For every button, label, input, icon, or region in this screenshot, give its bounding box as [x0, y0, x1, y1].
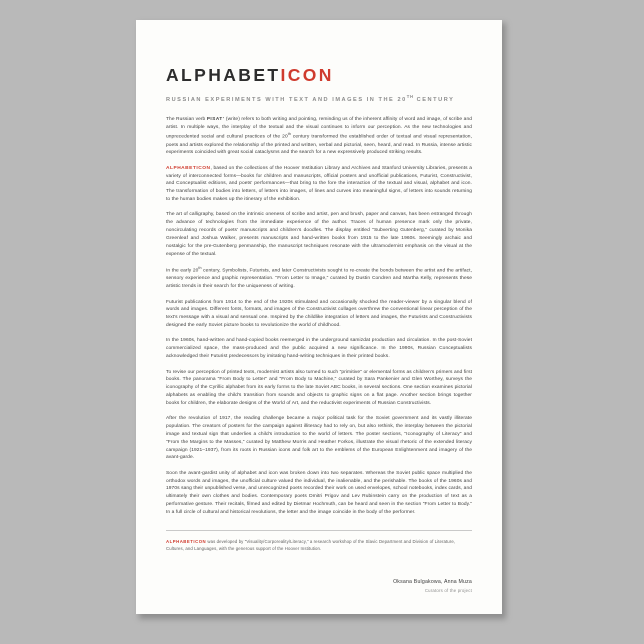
body-paragraph: In the early 20th century, Symbolists, Futurists, and later Constructivists sought to re-create the bonds between the artist and the artifact, sensory experience and graphic representation. "From Letter to Image," curated by Dustin Condren and Martha Kelly, represents these artistic trends in their search for the uniqueness of writing. — [166, 265, 472, 290]
footer-project-name: ALPHABETICON — [166, 538, 207, 544]
credits-names: Oksana Bulgakowa, Anna Muza — [393, 578, 472, 585]
subtitle-ordinal: TH — [406, 93, 414, 99]
poster — [136, 20, 502, 614]
body-text — [166, 115, 472, 517]
page-title — [166, 67, 472, 85]
subtitle-pre: RUSSIAN EXPERIMENTS WITH TEXT AND IMAGES IN THE 20 — [166, 96, 407, 103]
body-paragraph: ALPHABETICON, based on the collections of the Hoover Institution Library and Archives and Stanford University Libraries, presents a variety of interconnected forms—books for children and manuscripts, official posters and unofficial publications, Futurist, Constructivist, and Conceptualist editions, and poets' performances—that bring to the fore the interaction of the textual and visual, alphabet and icon. The transformation of bodies into letters, of letters into images, of lines and curves into meaningful signs, of letters into sounds returning to the human bodies makes up the itinerary of the exhibition. — [166, 165, 472, 203]
body-paragraph: The Russian verb PISAT' (write) refers to both writing and pointing, reminding us of the inherent affinity of word and image, of scribe and artist. In multiple ways, the interplay of the textual and the visual continues to inform our perception. As the new technologies and unprecedented social and cultural practices of the 20th century transformed the established order of textual and visual representation, poets and artists explored the relationship of the printed and written, verbal and pictorial, seen, heard, and read. In Russia, intense artistic experiments coincided with great social cataclysms and the search for a new expressively produced striking results. — [166, 116, 473, 156]
body-paragraph: Soon the avant-gardist unity of alphabet and icon was broken down into two separates. Whereas the Soviet public space multiplied the orthodox words and images, the unofficial culture valued the individual, the inalienable, and the perishable. The books of the 1960s and 1970s sang their unpublished verse, and unrecognized poets recorded their work on used envelopes, school notebooks, index cards, and ultimately their own clothes and bodies. Contemporary poets Dmitri Prigov and Lev Rubinstein carry on the production of text as a performative gesture. Their recitals, filmed and edited by Dietmar Hochmuth, can be heard and seen in the section "From Letter to Body." In a full circle of cultural and historical revolutions, the letter and the image coincide in the body of the performer. — [166, 470, 472, 516]
subtitle-post: CENTURY — [413, 96, 455, 103]
footer-project-desc: was developed by "Visuality/Corporeality/Literacy," a research workshop of the Slavic Department and Division of Literature, Cultures, and Languages, with the generous support of the Hoover Institution. — [166, 538, 456, 551]
body-paragraph: In the 1960s, hand-written and hand-copied books reemerged in the underground samizdat production and circulation. In the post-Soviet commercialized space, the mass-produced and the public acquired a new significance. In the 1990s, Russian Conceptualists acknowledged their Futurist predecessors by imitating hand-writing techniques in their printed books. — [166, 338, 472, 360]
title-accent: ICON — [280, 65, 334, 85]
body-paragraph: To revise our perception of printed texts, modernist artists also turned to such "primitive" or elemental forms as children's primers and first books. The panorama "From Body to Letter" and "From Body to Machine," curated by Sara Pankenier and Glen Worthey, surveys the iconography of the Cyrillic alphabet from its early forms to the late Soviet ABC books, in several sections. One section examines pictorial alphabets as enabling the child's transition from sounds and objects to graphic signs on a flat page. Another section brings together books for children, the elaborate designs of the World of Art, and the reductivist experiments of Russian Constructivists. — [166, 369, 472, 406]
body-paragraph: The art of calligraphy, based on the intrinsic oneness of scribe and artist, pen and brush, paper and canvas, has been estranged through the advance of technologies from the immediate experience of the author. Traces of human presence mark only the private, noncirculating records of poets' manuscripts and children's doodles. The display entitled "Subverting Gutenberg," curated by Monika Greenleaf and Joshua Walker, presents manuscripts and hand-written books from 1915 to the late 1960s. Seemingly archaic and nostalgic for the pre-Gutenberg penmanship, the manuscript techniques resonate with the ultramodernist emphasis on the visual at the expense of the textual. — [166, 212, 472, 257]
footer-paragraph — [166, 539, 472, 553]
credits-role: Curators of the project — [424, 587, 472, 593]
footer-note — [166, 530, 472, 593]
page-subtitle — [166, 94, 472, 103]
body-paragraph: After the revolution of 1917, the reading challenge became a major political task for the Soviet government and its vastly illiterate population. The creators of posters for the campaign against illiteracy had to rely on, but also rethink, the interplay between the pictorial image and textual sign that underlies a child's introduction to the world of letters. The poster sections, "Iconography of Literacy" and "From the Margins to the Masses," curated by Matthew Morris and Heather Forkos, illustrate the visual rhetoric of the extended literacy campaign (1921–1937), from its roots in Russian icons and folk art to the emblems of the European Enlightenment and imagery of the avant-garde. — [166, 416, 472, 461]
credits — [166, 579, 472, 593]
title-main: ALPHABET — [166, 65, 281, 85]
body-paragraph: Futurist publications from 1914 to the end of the 1920s stimulated and occasionally shocked the reader-viewer by a singular blend of words and images. Different fonts, formats, and images of the Constructivist collages overthrew the conventional linear perception of the text's message with a visual and sensual one. Inspired by the childlike integration of letters and images, the Futurists and Constructivists designed the early Soviet picture books to revolutionize the world of childhood. — [166, 299, 472, 329]
